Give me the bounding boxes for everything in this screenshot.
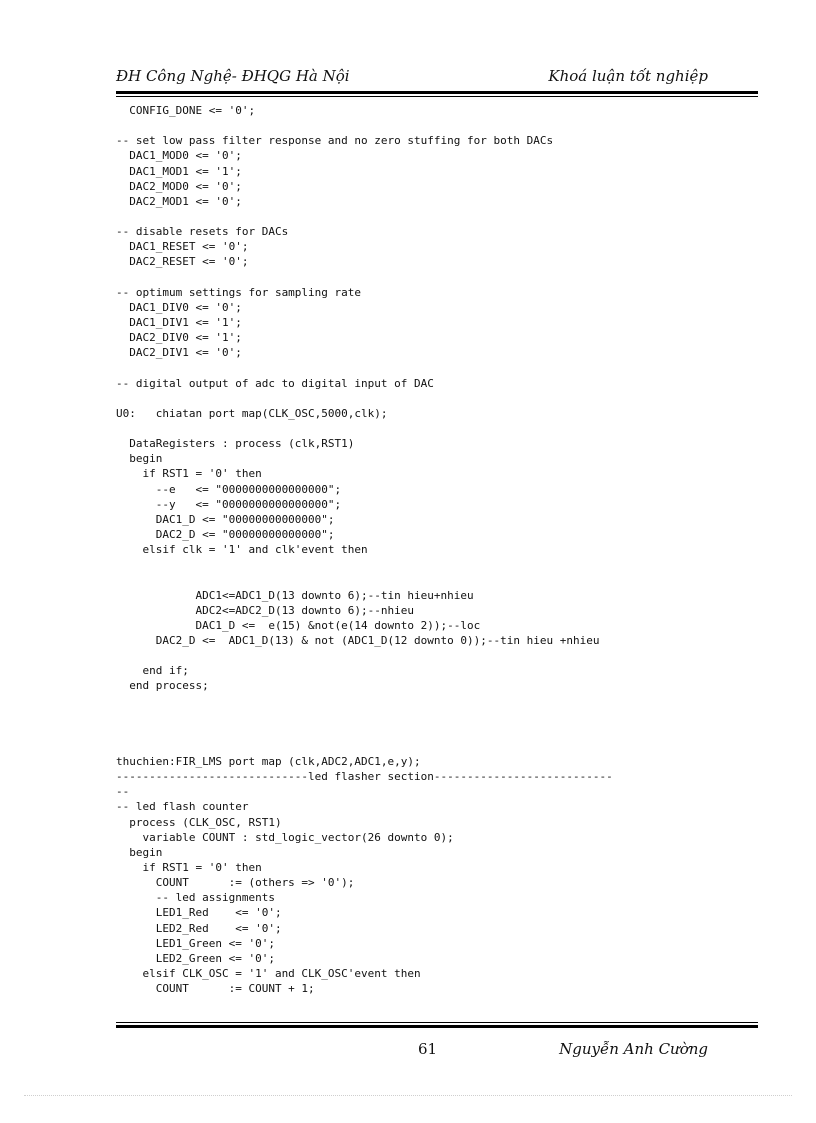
code-line (116, 693, 776, 708)
code-line: DAC2_RESET <= '0'; (116, 255, 249, 269)
code-line (116, 360, 776, 375)
code-line: -- led assignments (116, 891, 275, 905)
code-line: -- (116, 785, 130, 799)
code-line: begin (116, 845, 163, 859)
code-line: -- led flash counter (116, 800, 249, 814)
code-line (116, 209, 776, 224)
code-line: ADC1<=ADC1_D(13 downto 6);--tin hieu+nhieu (116, 588, 474, 602)
code-line: begin (116, 452, 163, 466)
code-line: end process; (116, 679, 209, 693)
code-line: DAC2_MOD1 <= '0'; (116, 194, 242, 208)
code-line: DAC1_MOD0 <= '0'; (116, 149, 242, 163)
code-line: DAC1_D <= "00000000000000"; (116, 512, 335, 526)
code-line: LED2_Green <= '0'; (116, 951, 275, 965)
code-line: LED2_Red <= '0'; (116, 921, 282, 935)
code-line: -- disable resets for DACs (116, 225, 289, 239)
code-line: DAC2_DIV1 <= '0'; (116, 346, 242, 360)
code-line: DAC2_MOD0 <= '0'; (116, 179, 242, 193)
code-line: DAC1_DIV1 <= '1'; (116, 315, 242, 329)
code-line (116, 391, 776, 406)
code-line: elsif CLK_OSC = '1' and CLK_OSC'event then (116, 967, 421, 981)
footer-rule-thin (116, 1022, 758, 1023)
code-line: DAC1_DIV0 <= '0'; (116, 300, 242, 314)
code-line (116, 724, 776, 739)
vhdl-code-block (116, 103, 776, 996)
header-rule-thin (116, 96, 758, 97)
code-line: DAC2_DIV0 <= '1'; (116, 331, 242, 345)
page-number: 61 (418, 1040, 438, 1058)
code-line (116, 572, 776, 587)
code-line: process (CLK_OSC, RST1) (116, 815, 282, 829)
page-author: Nguyễn Anh Cường (559, 1040, 708, 1058)
code-line: -- digital output of adc to digital input of DAC (116, 376, 434, 390)
code-line: COUNT := (others => '0'); (116, 876, 355, 890)
code-line: if RST1 = '0' then (116, 861, 262, 875)
code-line (116, 421, 776, 436)
page-header-left: ĐH Công Nghệ- ĐHQG Hà Nội (116, 67, 350, 85)
code-line: DAC2_D <= ADC1_D(13) & not (ADC1_D(12 downto 0));--tin hieu +nhieu (116, 633, 600, 647)
code-line: ADC2<=ADC2_D(13 downto 6);--nhieu (116, 603, 415, 617)
code-line: LED1_Red <= '0'; (116, 906, 282, 920)
footer-rule-thick (116, 1025, 758, 1028)
code-line: U0: chiatan port map(CLK_OSC,5000,clk); (116, 406, 388, 420)
code-line: DAC2_D <= "00000000000000"; (116, 527, 335, 541)
code-line: COUNT := COUNT + 1; (116, 982, 315, 996)
code-line: end if; (116, 664, 189, 678)
code-line (116, 709, 776, 724)
code-line: LED1_Green <= '0'; (116, 936, 275, 950)
code-line: --y <= "0000000000000000"; (116, 497, 342, 511)
code-line: --e <= "0000000000000000"; (116, 482, 342, 496)
header-rule-thick (116, 91, 758, 94)
code-line: DAC1_MOD1 <= '1'; (116, 164, 242, 178)
code-line: -- set low pass filter response and no zero stuffing for both DACs (116, 134, 554, 148)
code-line: thuchien:FIR_LMS port map (clk,ADC2,ADC1,e,y); (116, 755, 421, 769)
code-line (116, 648, 776, 663)
code-line: -- optimum settings for sampling rate (116, 285, 362, 299)
code-line (116, 739, 776, 754)
code-line: -----------------------------led flasher section--------------------------- (116, 770, 613, 784)
code-line: CONFIG_DONE <= '0'; (116, 104, 256, 117)
code-line (116, 557, 776, 572)
code-line: if RST1 = '0' then (116, 467, 262, 481)
code-line: elsif clk = '1' and clk'event then (116, 543, 368, 557)
code-line: variable COUNT : std_logic_vector(26 downto 0); (116, 830, 454, 844)
code-line (116, 270, 776, 285)
code-line (116, 118, 776, 133)
code-line: DataRegisters : process (clk,RST1) (116, 437, 355, 451)
page-edge-dotted-line (24, 1095, 792, 1096)
page-header-right: Khoá luận tốt nghiệp (548, 67, 708, 85)
code-line: DAC1_RESET <= '0'; (116, 240, 249, 254)
code-line: DAC1_D <= e(15) &not(e(14 downto 2));--loc (116, 618, 481, 632)
